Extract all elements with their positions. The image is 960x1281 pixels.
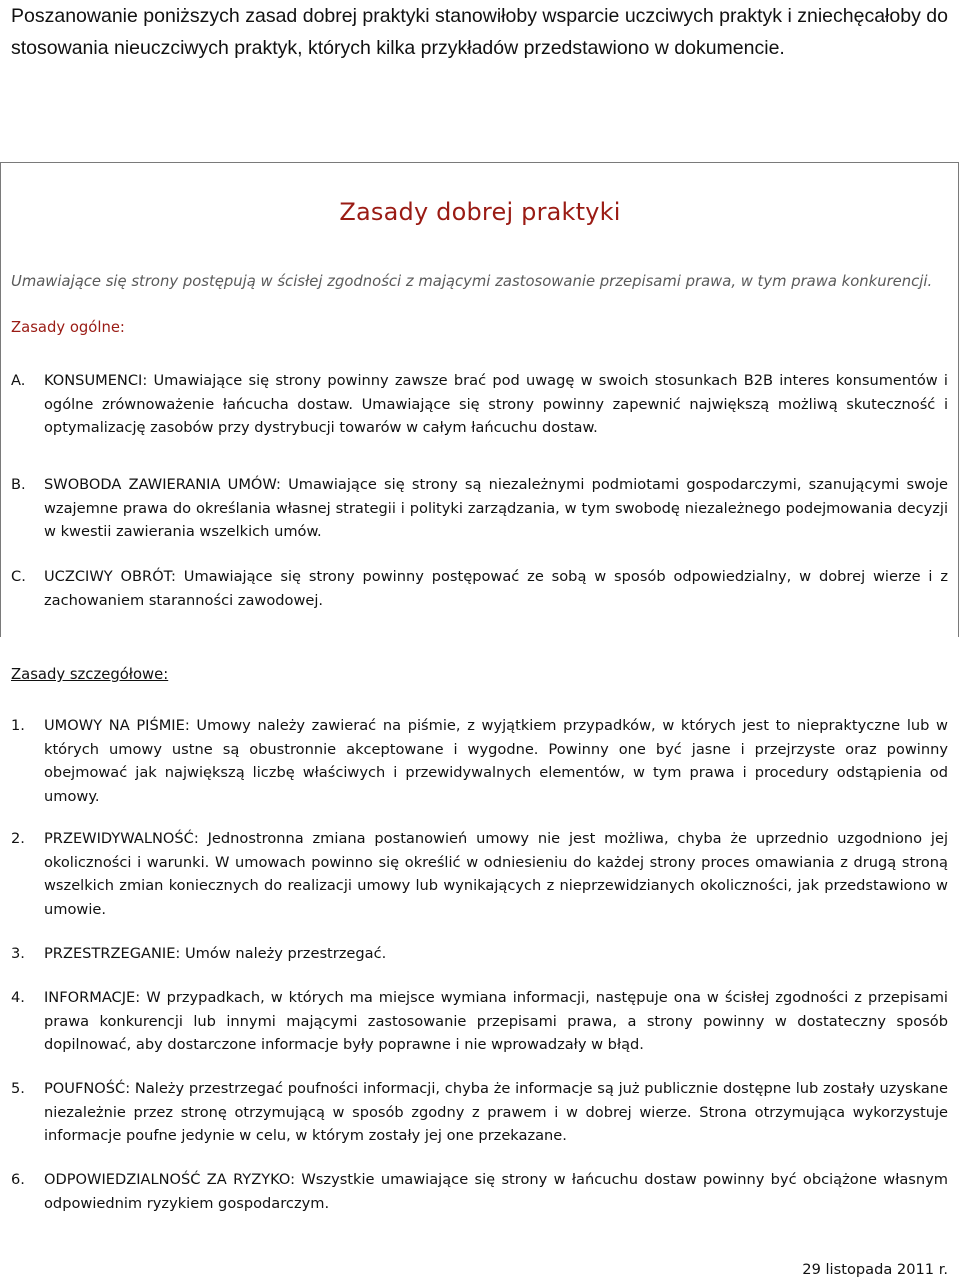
item-text: UMOWY NA PIŚMIE: Umowy należy zawierać na piśmie, z wyjątkiem przypadków, w których jest to niepraktyczne lub w których umowy ustne są obustronnie akceptowane i wygodne. Powinny one być jasne i przejrzyste oraz powinny obejmować jak największą liczbę właściwych i przewidywalnych elementów, w tym prawa i procedury odstąpienia od umowy. — [44, 717, 948, 805]
item-label: 1. — [11, 717, 25, 734]
detailed-principles-heading: Zasady szczegółowe: — [11, 666, 169, 683]
general-principle-item — [11, 369, 948, 440]
item-label: 4. — [11, 989, 25, 1006]
detailed-principle-item — [11, 986, 948, 1057]
detailed-principle-item — [11, 942, 948, 966]
item-label: A. — [11, 372, 26, 389]
item-label: 3. — [11, 945, 25, 962]
detailed-principle-item — [11, 827, 948, 921]
item-text: PRZESTRZEGANIE: Umów należy przestrzegać. — [44, 945, 387, 962]
item-label: 5. — [11, 1080, 25, 1097]
item-text: PRZEWIDYWALNOŚĆ: Jednostronna zmiana postanowień umowy nie jest możliwa, chyba że uprzednio uzgodniono jej okoliczności i warunki. W umowach powinno się określić w odniesieniu do każdej strony proces omawiania z drugą stroną wszelkich zmian koniecznych do realizacji umowy lub wynikających z nieprzewidzianych okoliczności, jak przedstawiono w umowie. — [44, 830, 948, 918]
document-date: 29 listopada 2011 r. — [802, 1261, 948, 1278]
box-subtitle: Umawiające się strony postępują w ścisłej zgodności z mającymi zastosowanie przepisami prawa, w tym prawa konkurencji. — [11, 273, 933, 290]
item-text: INFORMACJE: W przypadkach, w których ma miejsce wymiana informacji, następuje ona w ścisłej zgodności z przepisami prawa konkurencji lub innymi mającymi zastosowanie przepisami prawa, a strony powinny w dostateczny sposób dopilnować, aby dostarczone informacje były poprawne i nie wprowadzały w błąd. — [44, 989, 948, 1053]
item-text: POUFNOŚĆ: Należy przestrzegać poufności informacji, chyba że informacje są już publicznie dostępne lub zostały uzyskane niezależnie przez stronę otrzymującą w sposób zgodny z prawem i w dobrej wierze. Strona otrzymująca wykorzystuje informacje poufne jedynie w celu, w którym zostały jej one przekazane. — [44, 1080, 948, 1144]
item-label: 2. — [11, 830, 25, 847]
intro-paragraph: Poszanowanie poniższych zasad dobrej praktyki stanowiłoby wsparcie uczciwych praktyk i zniechęcałoby do stosowania nieuczciwych praktyk, których kilka przykładów przedstawiono w dokumencie. — [11, 5, 948, 59]
detailed-principle-item — [11, 1168, 948, 1215]
item-label: B. — [11, 476, 26, 493]
item-text: KONSUMENCI: Umawiające się strony powinny zawsze brać pod uwagę w swoich stosunkach B2B interes konsumentów i ogólne zrównoważenie łańcucha dostaw. Umawiające się strony powinny zapewnić największą możliwą skuteczność i optymalizację zasobów przy dystrybucji towarów w całym łańcuchu dostaw. — [44, 372, 948, 436]
item-text: SWOBODA ZAWIERANIA UMÓW: Umawiające się strony są niezależnymi podmiotami gospodarczymi, szanującymi swoje wzajemne prawa do określania własnej strategii i polityki zarządzania, w tym swobodę niezależnego podejmowania decyzji w kwestii zawierania wszelkich umów. — [44, 476, 948, 540]
general-principle-item — [11, 473, 948, 544]
item-text: UCZCIWY OBRÓT: Umawiające się strony powinny postępować ze sobą w sposób odpowiedzialny, w dobrej wierze i z zachowaniem staranności zawodowej. — [44, 568, 948, 609]
detailed-principle-item — [11, 1077, 948, 1148]
item-label: 6. — [11, 1171, 25, 1188]
general-principle-item — [11, 565, 948, 612]
box-title: Zasady dobrej praktyki — [339, 198, 621, 226]
detailed-principle-item — [11, 714, 948, 808]
item-label: C. — [11, 568, 26, 585]
item-text: ODPOWIEDZIALNOŚĆ ZA RYZYKO: Wszystkie umawiające się strony w łańcuchu dostaw powinny być obciążone własnym odpowiednim ryzykiem gospodarczym. — [44, 1171, 948, 1212]
general-principles-heading: Zasady ogólne: — [11, 319, 125, 336]
